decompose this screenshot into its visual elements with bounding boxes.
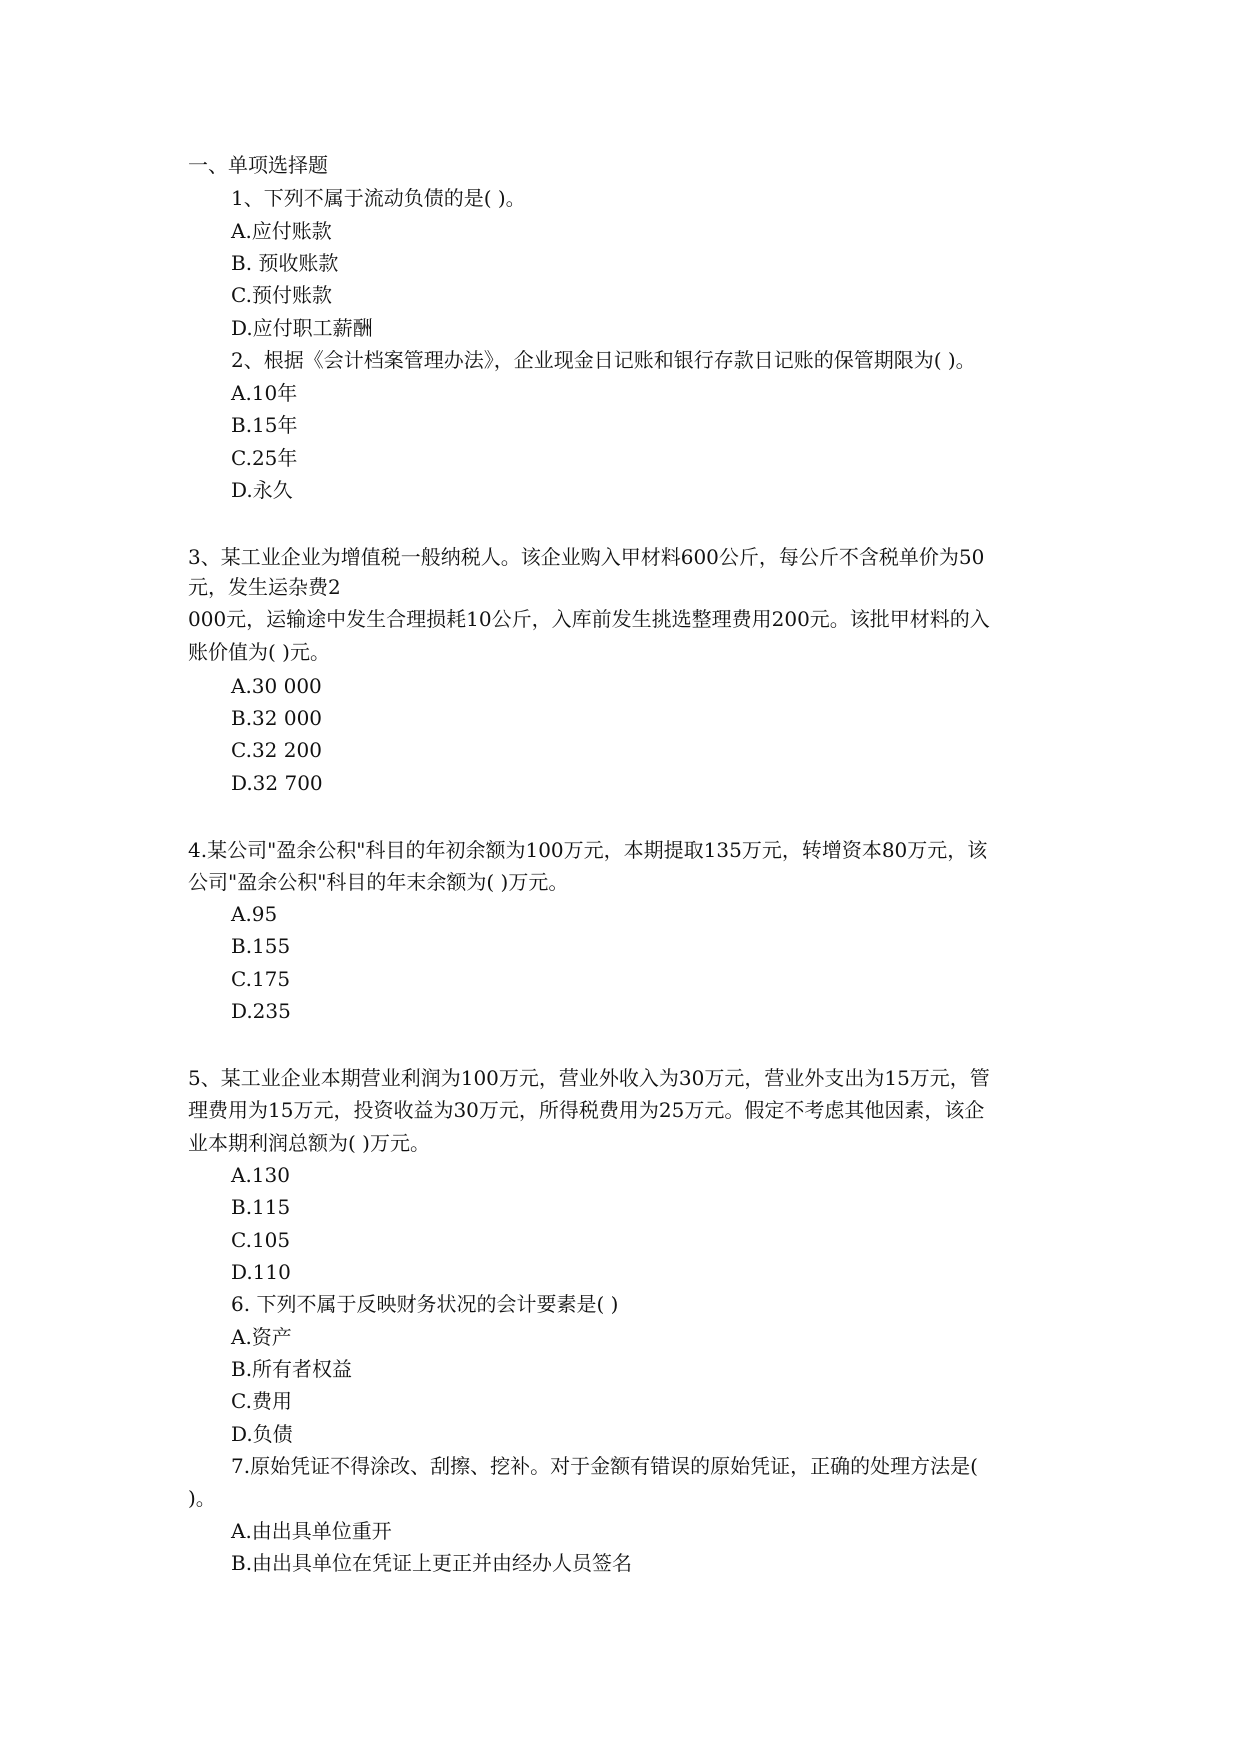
question-4-stem-line-1: 4.某公司"盈余公积"科目的年初余额为100万元，本期提取135万元，转增资本80万元，该 bbox=[188, 838, 988, 862]
question-4-option-c: C.175 bbox=[231, 967, 291, 991]
question-5-option-b: B.115 bbox=[231, 1195, 291, 1219]
question-2-option-a: A.10年 bbox=[231, 381, 298, 405]
question-3-stem-line-4: 账价值为( )元。 bbox=[188, 640, 330, 664]
question-6-option-d: D.负债 bbox=[231, 1422, 293, 1446]
question-7-option-a: A.由出具单位重开 bbox=[231, 1519, 392, 1543]
question-3-stem-line-3: 000元，运输途中发生合理损耗10公斤，入库前发生挑选整理费用200元。该批甲材料的入 bbox=[188, 607, 990, 631]
question-5-stem-line-3: 业本期利润总额为( )万元。 bbox=[188, 1131, 430, 1155]
question-7-stem-line-2: )。 bbox=[188, 1486, 216, 1510]
question-6-option-b: B.所有者权益 bbox=[231, 1357, 353, 1381]
question-5-stem-line-1: 5、某工业企业本期营业利润为100万元，营业外收入为30万元，营业外支出为15万元，管 bbox=[188, 1066, 990, 1090]
question-4-option-d: D.235 bbox=[231, 999, 291, 1023]
question-5-option-d: D.110 bbox=[231, 1260, 291, 1284]
question-1-option-d: D.应付职工薪酬 bbox=[231, 316, 373, 340]
question-2-option-b: B.15年 bbox=[231, 413, 298, 437]
question-3-stem-line-1: 3、某工业企业为增值税一般纳税人。该企业购入甲材料600公斤，每公斤不含税单价为50 bbox=[188, 545, 985, 569]
question-6-option-a: A.资产 bbox=[231, 1325, 292, 1349]
question-3-option-d: D.32 700 bbox=[231, 771, 323, 795]
question-5-option-c: C.105 bbox=[231, 1228, 291, 1252]
question-6-option-c: C.费用 bbox=[231, 1389, 292, 1413]
question-7-option-b: B.由出具单位在凭证上更正并由经办人员签名 bbox=[231, 1551, 633, 1575]
question-4-option-a: A.95 bbox=[231, 902, 278, 926]
question-2-option-c: C.25年 bbox=[231, 446, 298, 470]
question-2-stem: 2、根据《会计档案管理办法》，企业现金日记账和银行存款日记账的保管期限为( )。 bbox=[231, 348, 976, 372]
question-6-stem: 6. 下列不属于反映财务状况的会计要素是( ) bbox=[231, 1292, 619, 1316]
question-5-stem-line-2: 理费用为15万元，投资收益为30万元，所得税费用为25万元。假定不考虑其他因素，该企 bbox=[188, 1098, 985, 1122]
section-title: 一、单项选择题 bbox=[188, 153, 328, 177]
question-4-option-b: B.155 bbox=[231, 934, 291, 958]
question-5-option-a: A.130 bbox=[231, 1163, 290, 1187]
question-7-stem-line-1: 7.原始凭证不得涂改、刮擦、挖补。对于金额有错误的原始凭证，正确的处理方法是( bbox=[231, 1454, 978, 1478]
question-3-option-c: C.32 200 bbox=[231, 738, 322, 762]
question-3-stem-line-2: 元，发生运杂费2 bbox=[188, 575, 341, 599]
question-1-stem: 1、下列不属于流动负债的是( )。 bbox=[231, 186, 526, 210]
question-1-option-c: C.预付账款 bbox=[231, 283, 332, 307]
question-3-option-a: A.30 000 bbox=[231, 674, 322, 698]
question-4-stem-line-2: 公司"盈余公积"科目的年末余额为( )万元。 bbox=[188, 870, 569, 894]
question-1-option-a: A.应付账款 bbox=[231, 219, 332, 243]
question-2-option-d: D.永久 bbox=[231, 478, 293, 502]
question-3-option-b: B.32 000 bbox=[231, 706, 323, 730]
question-1-option-b: B. 预收账款 bbox=[231, 251, 339, 275]
